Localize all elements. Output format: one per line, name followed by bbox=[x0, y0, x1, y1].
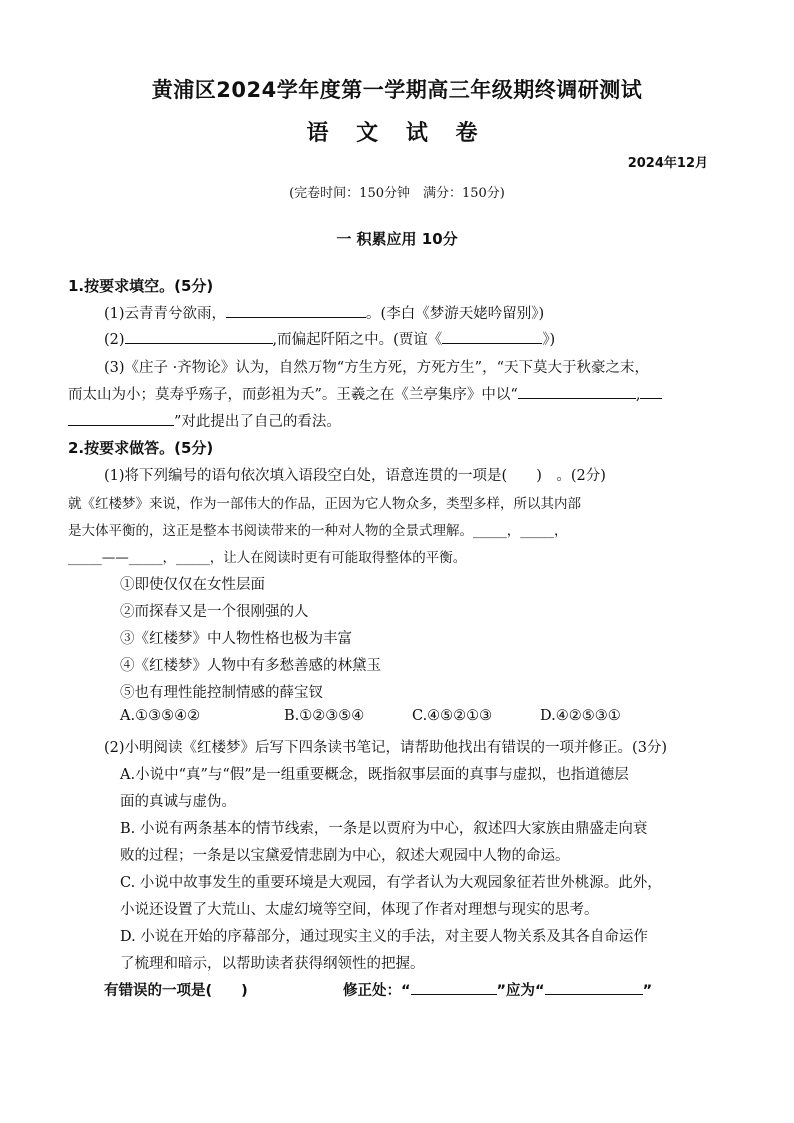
note-a: A.小说中“真”与“假”是一组重要概念，既指叙事层面的真事与虚拟，也指道德层 bbox=[120, 767, 629, 783]
choice-d[interactable]: D.④②⑤③① bbox=[540, 708, 621, 724]
fix-label: 修正处：“ bbox=[343, 983, 411, 999]
q1-item3-line1: (3)《庄子 ·齐物论》认为，自然万物“方生方死，方死方生”，“天下莫大于秋豪之末， bbox=[104, 360, 649, 376]
answer-blank[interactable] bbox=[442, 329, 542, 344]
note-a: 面的真诚与虚伪。 bbox=[120, 794, 236, 810]
option-item: ②而探春又是一个很刚强的人 bbox=[120, 604, 309, 620]
fix-row bbox=[343, 979, 652, 1000]
passage-line: 是大体平衡的，这正是整本书阅读带来的一种对人物的全景式理解。_____，_____， bbox=[68, 523, 568, 539]
q1-item3-text: 而太山为小；莫寿乎殇子，而彭祖为夭”。王羲之在《兰亭集序》中以“ bbox=[68, 387, 518, 403]
q1-item2 bbox=[104, 328, 555, 349]
q1-item1-pre: (1)云青青兮欲雨， bbox=[104, 306, 227, 322]
fix-end: ” bbox=[642, 983, 653, 999]
option-item: ⑤也有理性能控制情感的薛宝钗 bbox=[120, 685, 323, 701]
note-c: 小说还设置了大荒山、太虚幻境等空间，体现了作者对理想与现实的思考。 bbox=[120, 902, 599, 918]
q1-item3-comma: , bbox=[635, 387, 641, 403]
fix-mid: ”应为“ bbox=[496, 983, 545, 999]
paper-subtitle: 语 文 试 卷 bbox=[306, 121, 488, 146]
q2-title: 2.按要求做答。(5分) bbox=[68, 439, 214, 457]
q1-title: 1.按要求填空。(5分) bbox=[68, 277, 214, 295]
passage-line: _____——_____，_____，让人在阅读时更有可能取得整体的平衡。 bbox=[68, 550, 467, 566]
q1-item3-line3 bbox=[68, 410, 341, 431]
note-c: C. 小说中故事发生的重要环境是大观园，有学者认为大观园象征若世外桃源。此外， bbox=[120, 875, 662, 891]
section-title: 一 积累应用 10分 bbox=[336, 230, 458, 248]
answer-blank[interactable] bbox=[518, 384, 636, 399]
answer-blank[interactable] bbox=[640, 384, 662, 399]
q1-item3-line2 bbox=[68, 383, 662, 404]
q1-item1 bbox=[104, 302, 544, 323]
choice-b[interactable]: B.①②③⑤④ bbox=[284, 708, 365, 724]
answer-label: 有错误的一项是( ) bbox=[104, 983, 248, 999]
q2-sub1-title: (1)将下列编号的语句依次填入语段空白处，语意连贯的一项是( ) 。(2分) bbox=[104, 468, 606, 484]
note-d: D. 小说在开始的序幕部分，通过现实主义的手法，对主要人物关系及其各自命运作 bbox=[120, 929, 648, 945]
q1-item2-pre: (2) bbox=[104, 332, 125, 348]
q2-sub2-title: (2)小明阅读《红楼梦》后写下四条读书笔记，请帮助他找出有错误的一项并修正。(3分) bbox=[104, 740, 668, 756]
choice-c[interactable]: C.④⑤②①③ bbox=[412, 708, 493, 724]
note-d: 了梳理和暗示，以帮助读者获得纲领性的把握。 bbox=[120, 956, 425, 972]
exam-date: 2024年12月 bbox=[627, 156, 708, 171]
option-item: ④《红楼梦》人物中有多愁善感的林黛玉 bbox=[120, 658, 381, 674]
q1-item2-mid: ,而偏起阡陌之中。(贾谊《 bbox=[272, 332, 443, 348]
option-item: ③《红楼梦》中人物性格也极为丰富 bbox=[120, 631, 352, 647]
passage-line: 就《红楼梦》来说，作为一部伟大的作品，正因为它人物众多，类型多样，所以其内部 bbox=[68, 496, 581, 512]
note-b: 败的过程；一条是以宝黛爱情悲剧为中心，叙述大观园中人物的命运。 bbox=[120, 848, 570, 864]
answer-blank[interactable] bbox=[411, 980, 497, 995]
choice-a[interactable]: A.①③⑤④② bbox=[120, 708, 201, 724]
answer-blank[interactable] bbox=[545, 980, 643, 995]
exam-title: 黄浦区2024学年度第一学期高三年级期终调研测试 bbox=[151, 78, 643, 102]
option-item: ①即使仅仅在女性层面 bbox=[120, 577, 265, 593]
time-info: (完卷时间：150分钟 满分：150分) bbox=[289, 186, 505, 201]
q1-item1-post: 。(李白《梦游天姥吟留别》) bbox=[366, 306, 545, 322]
q1-item3-post: ”对此提出了自己的看法。 bbox=[174, 414, 341, 430]
note-b: B. 小说有两条基本的情节线索，一条是以贾府为中心，叙述四大家族由鼎盛走向衰 bbox=[120, 821, 648, 837]
answer-blank[interactable] bbox=[226, 303, 366, 318]
answer-blank[interactable] bbox=[125, 329, 273, 344]
answer-blank[interactable] bbox=[68, 411, 174, 426]
q1-item2-post: 》) bbox=[542, 332, 556, 348]
